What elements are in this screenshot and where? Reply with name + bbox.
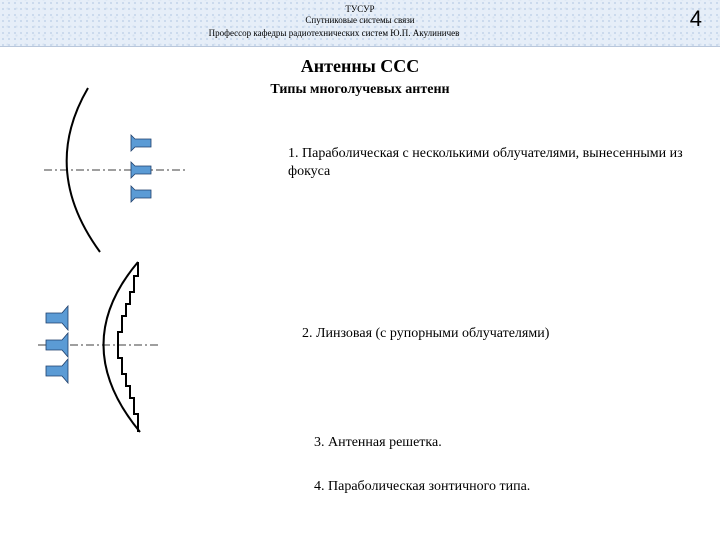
item-umbrella-parabolic: 4. Параболическая зонтичного типа. <box>314 479 531 494</box>
horn-feed-bottom <box>46 359 68 383</box>
horn-feed-top <box>46 306 68 330</box>
item-lens-antenna: 2. Линзовая (с рупорными облучателями) <box>302 326 550 341</box>
header-org: ТУСУР <box>345 4 375 14</box>
page-number: 4 <box>689 6 702 31</box>
header-course: Спутниковые системы связи <box>305 15 415 25</box>
horn-feed-middle <box>46 333 68 357</box>
slide-subtitle: Типы многолучевых антенн <box>270 82 450 97</box>
slide-title: Антенны ССС <box>300 56 420 76</box>
item-antenna-array: 3. Антенная решетка. <box>314 435 442 450</box>
feed-horn-bottom <box>131 186 151 202</box>
item-parabolic-multifeed: 1. Параболическая с несколькими облучателями, вынесенными из фокуса <box>288 146 683 179</box>
parabolic-antenna-diagram <box>44 88 188 252</box>
lens-antenna-diagram <box>38 262 158 432</box>
feed-horn-middle <box>131 162 151 178</box>
feed-horn-top <box>131 135 151 151</box>
header-author: Профессор кафедры радиотехнических систем Ю.П. Акулиничев <box>208 28 460 38</box>
